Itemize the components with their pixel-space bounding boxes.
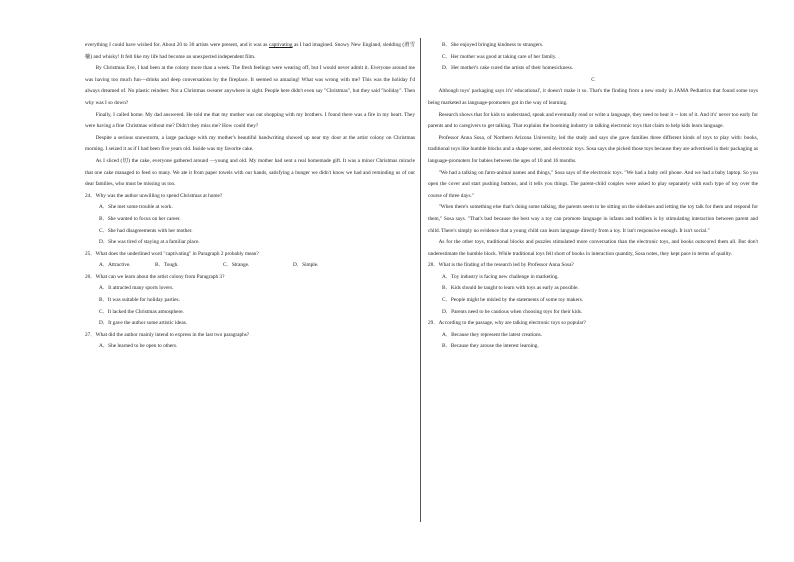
- question-25-option-b: B．Tough.: [155, 262, 179, 269]
- question-24-option-a: A．She met some trouble at work.: [99, 204, 173, 211]
- question-25-option-a: A．Attractive.: [99, 262, 131, 269]
- paragraph-1-text-b: as I had imagined. Snowy New England, sledding (滑雪橇) and whisky! It felt like my life had become an unexpected independent film.: [85, 42, 415, 60]
- question-27-stem: 27．What did the author mainly intend to express in the last two paragraphs?: [85, 331, 250, 338]
- paragraph-1: [85, 40, 415, 63]
- passage-c-paragraph-4: "We had a talking on farm-animal names and things," Sosa says of the electronic toys. "We had a baby cell phone. And we had a baby laptop. So you open the cover and start pushing buttons, and it tells you things. The parent-child couples were asked to play separately with each type of toy over the course of three days.": [428, 169, 758, 199]
- question-24-stem: 24．Why was the author unwilling to spend Christmas at home?: [85, 192, 223, 199]
- question-26-option-a: A．It attracted many sports lovers.: [99, 285, 174, 292]
- column-divider: [420, 38, 421, 522]
- paragraph-1-text-a: everything I could have wished for. About 20 to 30 artists were present, and it was as: [85, 42, 269, 48]
- right-column: [428, 40, 758, 353]
- question-28-option-a: A．Toy industry is facing new challenge in marketing.: [442, 273, 559, 280]
- question-26-stem: 26．What can we learn about the artist colony from Paragraph 3?: [85, 273, 225, 280]
- question-25-option-d: D．Simple.: [293, 262, 319, 269]
- question-27-option-a: A．She learned to be open to others.: [99, 343, 178, 350]
- question-28-option-b: B．Kids should be taught to learn with toys as early as possible.: [442, 285, 579, 292]
- passage-c-paragraph-1: Although toys' packaging says it's' educational', it doesn't make it so. That's the finding from a new study in JAMA Pediatrics that found some toys being marketed as language-promoters got in the way of learning.: [428, 88, 758, 106]
- paragraph-4: Despite a serious snowstorm, a large package with my mother's beautiful handwriting showed up near my door at the artist colony on Christmas morning. I seized it as if I had been five years old. Inside was my favorite cake.: [85, 134, 415, 153]
- question-27-option-b: B．She enjoyed bringing kindness to strangers.: [442, 42, 544, 48]
- question-25-stem: 25．What does the underlined word "captivating" in Paragraph 2 probably mean?: [85, 250, 259, 257]
- question-28-option-d: D．Parents need to be cautious when choosing toys for their kids.: [442, 308, 583, 315]
- question-24-option-b: B．She wanted to focus on her career.: [99, 215, 181, 222]
- paragraph-3: Finally, I called home. My dad answered. He told me that my mother was out shopping with my brothers. I found there was a fire in my heart. They were having a fine Christmas without me? Didn't they miss me? How could they?: [85, 111, 415, 130]
- question-29-stem: 29．According to the passage, why are talking electronic toys so popular?: [428, 320, 586, 327]
- passage-c-paragraph-3: Professor Anna Sosa, of Northern Arizona University, led the study and says she gave families three different kinds of toys to play with: books, traditional toys like humble blocks and a shape sorter, and electronic toys. Sosa says she picked those toys because they are advertised in their packaging as language-promoters for babies between the ages of 10 and 16 months.: [428, 134, 758, 164]
- question-28-option-c: C．People might be misled by the statements of some toy makers.: [442, 297, 584, 304]
- question-24-option-c: C．She had disagreements with her mother.: [99, 227, 193, 234]
- question-27-option-d: D．Her mother's cake cured the artists of their homesickness.: [442, 65, 574, 72]
- question-25-options: [85, 260, 415, 272]
- question-28-stem: 28．What is the finding of the research led by Professor Anna Sosa?: [428, 262, 574, 269]
- question-26-option-c: C．It lacked the Christmas atmosphere.: [99, 308, 184, 315]
- question-25-option-c: C．Strange.: [223, 262, 250, 269]
- passage-c-paragraph-5: "When there's something else that's doing some talking, the parents seem to be sitting on the sidelines and letting the toy talk for them and respond for them," Sosa says. "That's bad because the best way a toy can promote language in infants and toddlers is by stimulating interaction between parent and child. There's simply no evidence that a young child can learn language directly from a toy. It isn't responsive enough. It isn't social.": [428, 204, 758, 234]
- paragraph-5: As I sliced (切) the cake, everyone gathered around —young and old. My mother had sent a real homemade gift. It was a minor Christmas miracle that one cake managed to feed so many. We ate it from paper towels with our hands, satisfying a hunger we didn't know we had and reminding us of our dear families, who must be missing us too.: [85, 157, 415, 188]
- question-27-option-c: C．Her mother was good at taking care of her family.: [442, 53, 557, 60]
- question-26-option-d: D．It gave the author some artistic ideas.: [99, 320, 188, 327]
- question-26-option-b: B．It was suitable for holiday parties.: [99, 297, 180, 304]
- passage-c-paragraph-6: As for the other toys, traditional blocks and puzzles stimulated more conversation than the electronic toys, and books outscored them all. But don't underestimate the humble block. While traditional toys fell short of books in interaction quantity, Sosa notes, they kept pace in terms of quality.: [428, 239, 758, 257]
- passage-c-paragraph-2: Research shows that for kids to understand, speak and eventually read or write a language, they need to hear it -- lots of it. And it's' never too early for parents and to caregivers to get talking. That explains the booming industry in talking electronic toys that claim to help kids learn language.: [428, 111, 758, 130]
- underlined-word: captivating: [268, 42, 293, 48]
- question-29-option-a: A．Because they represent the latest creations.: [442, 331, 543, 338]
- question-24-option-d: D．She was tired of staying at a familiar place.: [99, 239, 200, 246]
- left-column: [85, 40, 415, 353]
- question-29-option-b: B．Because they arouse the interest learning.: [442, 343, 539, 350]
- section-label: C: [591, 76, 595, 83]
- paragraph-2: By Christmas Eve, I had been at the colony more than a week. The fresh feelings were wearing off, but I would never admit it. Everyone around me was having too much fun—drinks and deep conversations by the fireplace. It seemed so amazing! What was wrong with me? This was the holiday I'd always dreamed of. No plastic reindeer. Not a Christmas sweater anywhere in sight. People here didn't even say "Christmas", but they said "holiday". Then why was I so down?: [85, 65, 415, 106]
